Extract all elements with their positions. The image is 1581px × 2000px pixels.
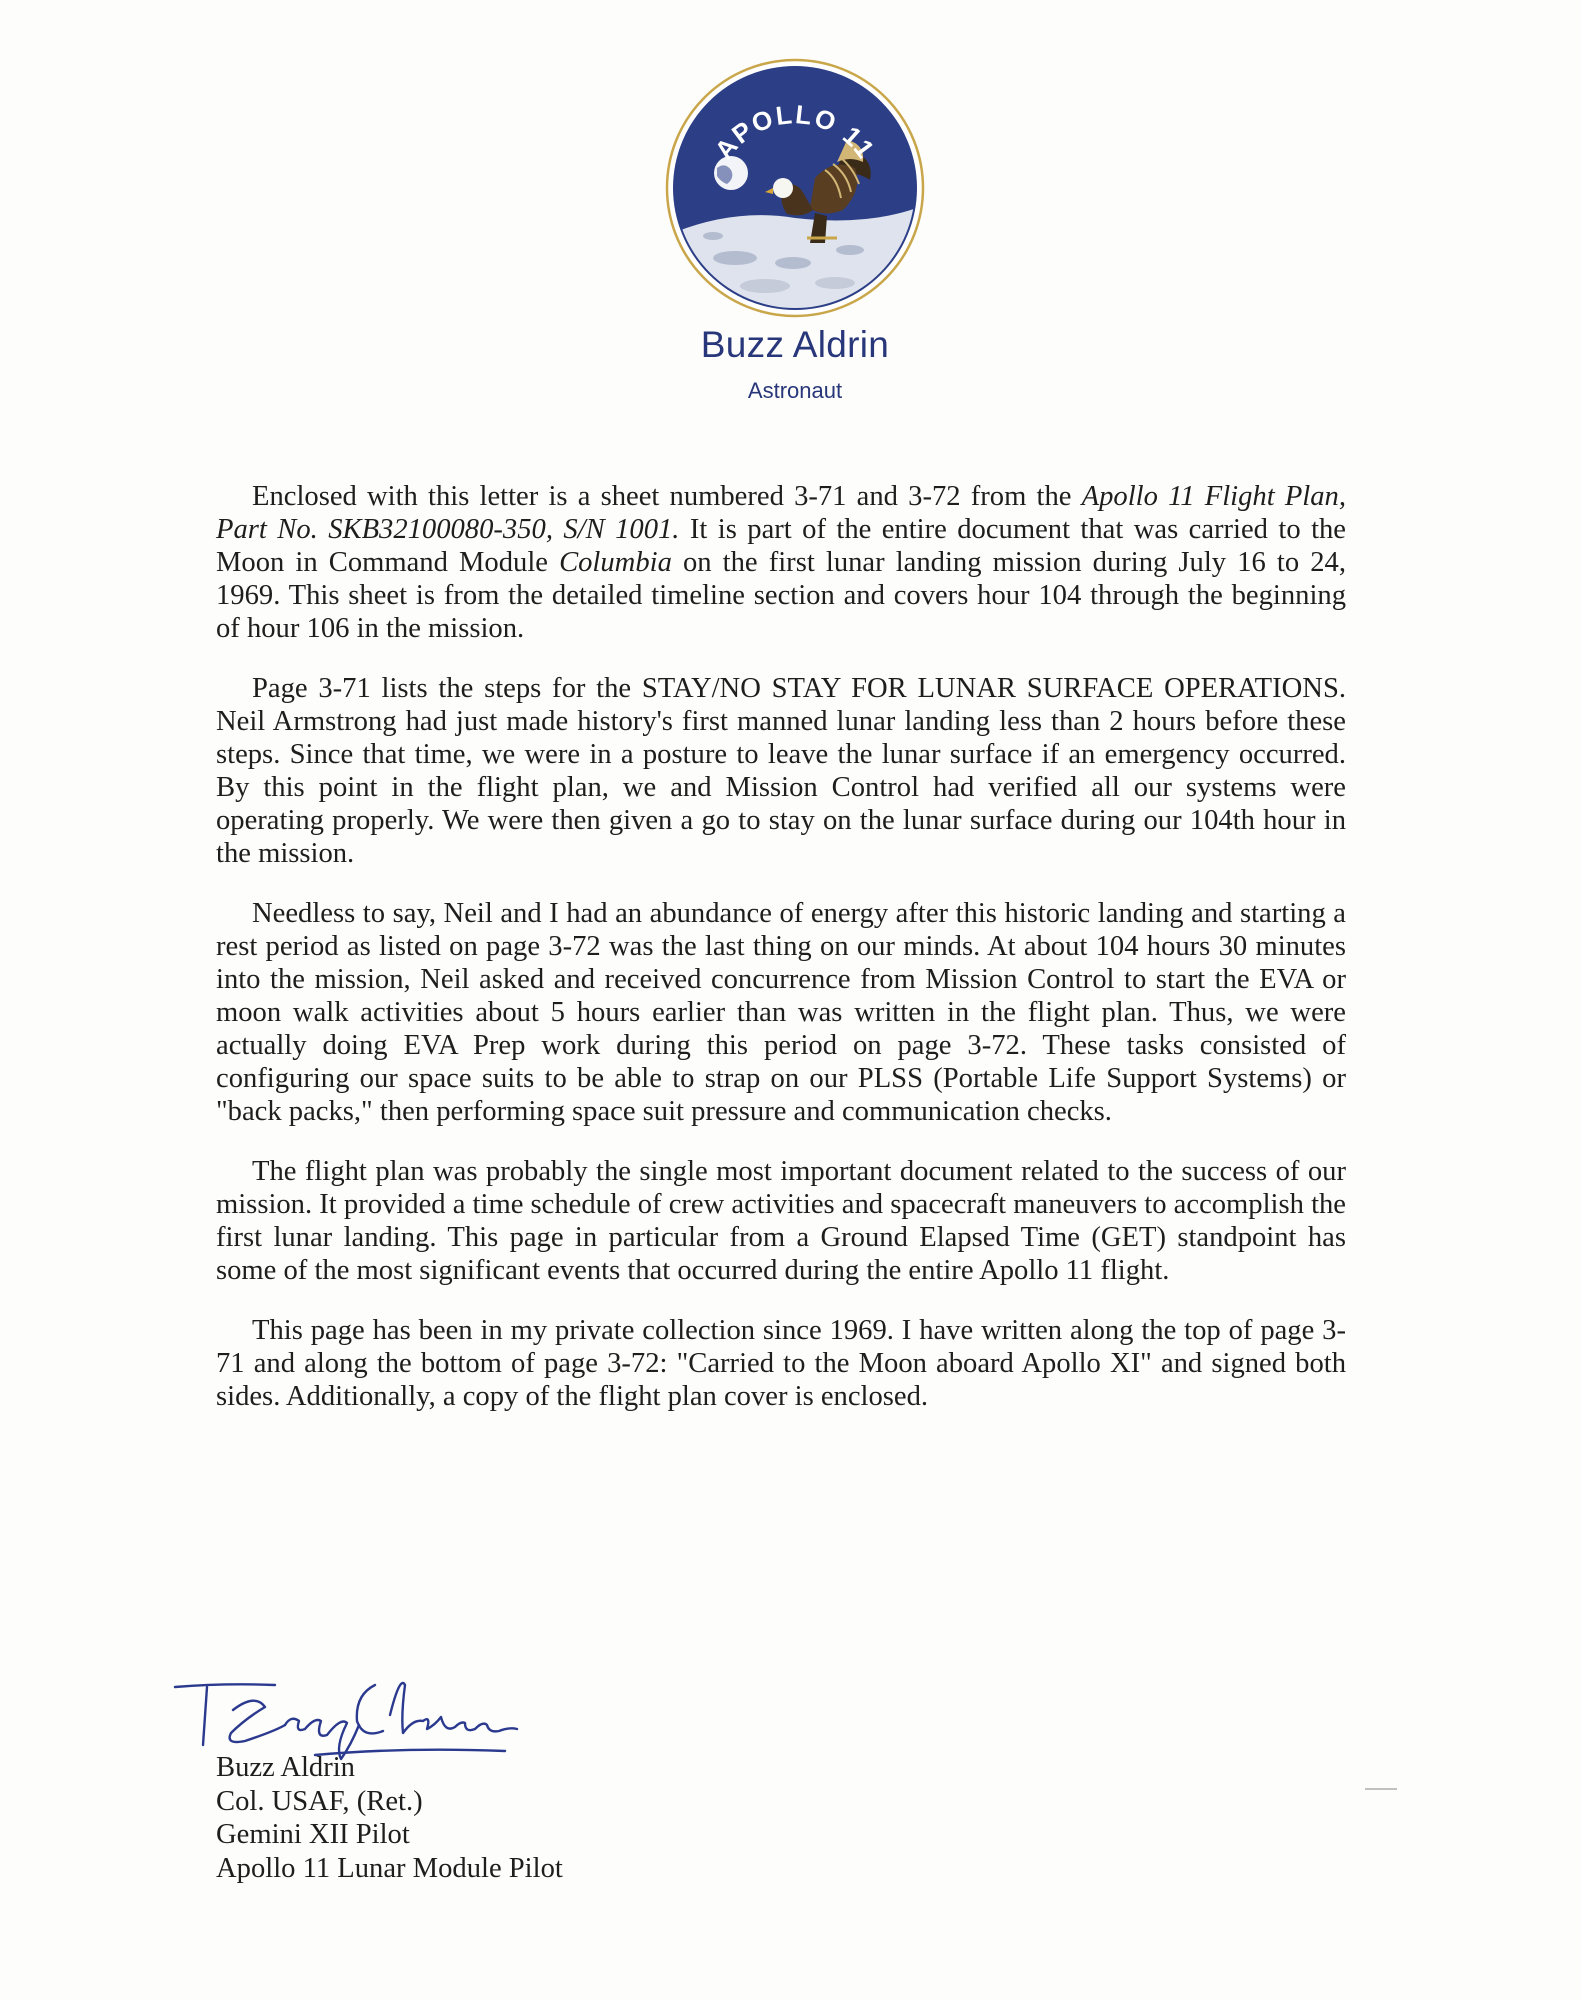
letter-body [216, 480, 1346, 1440]
paragraph-5: This page has been in my private collection since 1969. I have written along the top of page 3-71 and along the bottom of page 3-72: "Carried to the Moon aboard Apollo XI" and signed both sides. Additionally, a copy of the flight plan cover is enclosed. [216, 1315, 1346, 1412]
paper-mark [1365, 1788, 1397, 1790]
paragraph-3: Needless to say, Neil and I had an abundance of energy after this historic landing and starting a rest period as listed on page 3-72 was the last thing on our minds. At about 104 hours 30 minutes into the mission, Neil asked and received concurrence from Mission Control to start the EVA or moon walk activities about 5 hours earlier than was written in the flight plan. Thus, we were actually doing EVA Prep work during this period on page 3-72. These tasks consisted of configuring our space suits to be able to strap on our PLSS (Portable Life Support Systems) or "back packs," then performing space suit pressure and communication checks. [216, 898, 1346, 1127]
emblem-text: APOLLO 11 [708, 99, 882, 165]
signature-block [216, 1751, 563, 1885]
paragraph-4: The flight plan was probably the single most important document related to the success of our mission. It provided a time schedule of crew activities and spacecraft maneuvers to accomplish the first lunar landing. This page in particular from a Ground Elapsed Time (GET) standpoint has some of the most significant events that occurred during the entire Apollo 11 flight. [216, 1156, 1346, 1286]
paragraph-1-text-b: It is part of the entire document that was carried to the Moon in Command Module [216, 514, 1346, 578]
command-module-name: Columbia [559, 547, 672, 578]
signatory-rank: Col. USAF, (Ret.) [216, 1785, 423, 1817]
apollo-11-emblem-logo [665, 58, 925, 318]
paragraph-2: Page 3-71 lists the steps for the STAY/NO STAY FOR LUNAR SURFACE OPERATIONS. Neil Armstrong had just made history's first manned lunar landing less than 2 hours before these steps. Since that time, we were in a posture to leave the lunar surface if an emergency occurred. By this point in the flight plan, we and Mission Control had verified all our systems were operating properly. We were then given a go to stay on the lunar surface during our 104th hour in the mission. [216, 673, 1346, 869]
signatory-name: Buzz Aldrin [216, 1752, 355, 1783]
letterhead-title: Astronaut [747, 378, 843, 403]
signatory-mission-2: Apollo 11 Lunar Module Pilot [216, 1852, 563, 1884]
paragraph-1-text-c: on the first lunar landing mission during July 16 to 24, 1969. This sheet is from the detailed timeline section and covers hour 104 through the beginning of hour 106 in the mission. [216, 547, 1346, 644]
paragraph-1 [216, 480, 1346, 645]
signatory-mission-1: Gemini XII Pilot [216, 1819, 410, 1850]
letterhead-name: Buzz Aldrin [700, 324, 890, 365]
flight-plan-title: Apollo 11 Flight Plan, Part No. SKB32100080-350, S/N 1001. [216, 481, 1346, 545]
paragraph-1-text-a: Enclosed with this letter is a sheet numbered 3-71 and 3-72 from the [252, 481, 1082, 512]
